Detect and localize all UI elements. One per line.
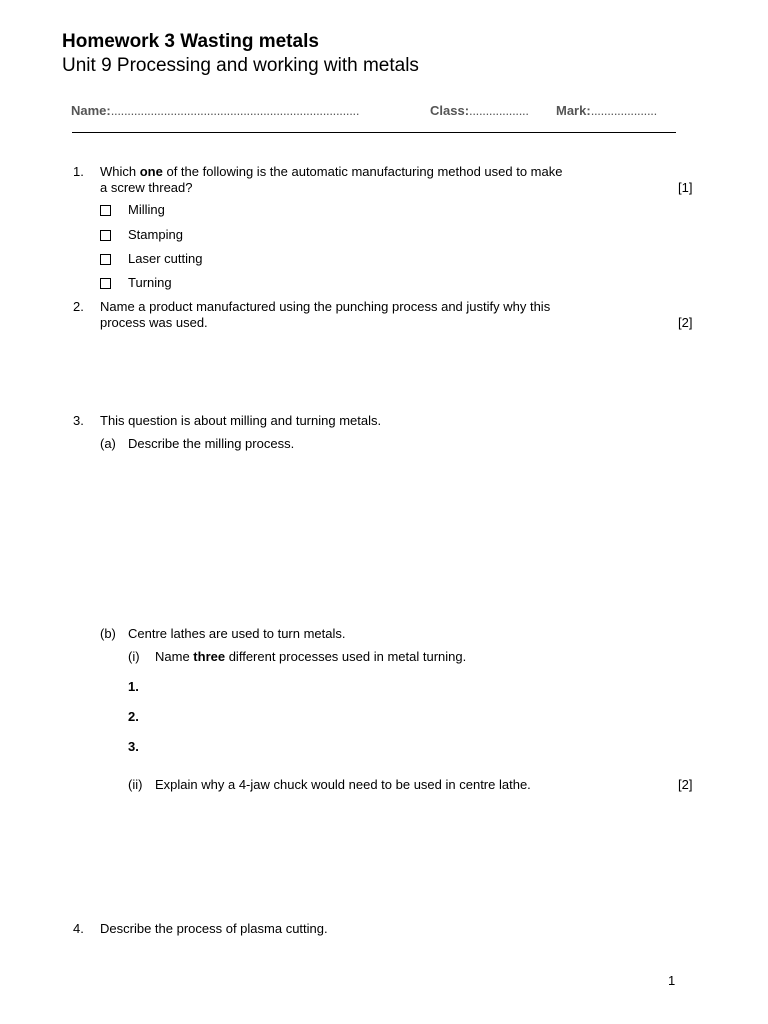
q1-text-line1 bbox=[100, 164, 562, 180]
q1-text-part-a: Which bbox=[100, 164, 140, 179]
q2-marks: [2] bbox=[678, 315, 693, 330]
header-rule bbox=[72, 132, 676, 133]
q1-option-checkbox-4[interactable] bbox=[100, 276, 111, 291]
q3bii-text: Explain why a 4-jaw chuck would need to be used in centre lathe. bbox=[155, 777, 531, 792]
q1-option-checkbox-3[interactable] bbox=[100, 252, 111, 267]
checkbox-icon bbox=[100, 278, 111, 289]
q3bi-text-part-b: different processes used in metal turning. bbox=[225, 649, 467, 664]
q3bii-marks: [2] bbox=[678, 777, 693, 792]
q2-text-line1: Name a product manufactured using the punching process and justify why this bbox=[100, 299, 551, 314]
page-title: Homework 3 Wasting metals bbox=[62, 31, 319, 52]
checkbox-icon bbox=[100, 205, 111, 216]
name-dots: ........................................................................... bbox=[110, 103, 360, 118]
q4-number: 4. bbox=[73, 921, 84, 936]
mark-dots: .................... bbox=[590, 103, 657, 118]
q3bi-answer-2: 2. bbox=[128, 709, 139, 724]
q3bii-label: (ii) bbox=[128, 777, 143, 792]
checkbox-icon bbox=[100, 230, 111, 241]
q3bi-answer-1: 1. bbox=[128, 679, 139, 694]
name-label: Name: bbox=[71, 103, 111, 118]
q1-text-bold: one bbox=[139, 164, 163, 179]
class-dots: .................. bbox=[469, 103, 529, 118]
q3bi-text-part-a: Name bbox=[155, 649, 194, 664]
q3-number: 3. bbox=[73, 413, 84, 428]
page-number: 1 bbox=[668, 973, 676, 988]
q1-option-checkbox-1[interactable] bbox=[100, 203, 111, 218]
q1-text-part-b: of the following is the automatic manufacturing method used to make bbox=[162, 164, 563, 179]
q3a-label: (a) bbox=[100, 436, 116, 451]
q1-option-checkbox-2[interactable] bbox=[100, 228, 111, 243]
q1-option-label-4: Turning bbox=[128, 275, 172, 290]
q3a-text: Describe the milling process. bbox=[128, 436, 295, 451]
q4-text: Describe the process of plasma cutting. bbox=[100, 921, 328, 936]
q1-option-label-3: Laser cutting bbox=[128, 251, 203, 266]
mark-field bbox=[556, 103, 657, 118]
q3bi-text-bold: three bbox=[193, 649, 226, 664]
q3bi-label: (i) bbox=[128, 649, 140, 664]
q3-text: This question is about milling and turning metals. bbox=[100, 413, 382, 428]
checkbox-icon bbox=[100, 254, 111, 265]
q3b-text: Centre lathes are used to turn metals. bbox=[128, 626, 346, 641]
q1-number: 1. bbox=[73, 164, 84, 179]
q2-number: 2. bbox=[73, 299, 84, 314]
q2-text-line2: process was used. bbox=[100, 315, 208, 330]
class-label: Class: bbox=[430, 103, 470, 118]
q1-text-line2: a screw thread? bbox=[100, 180, 193, 195]
q3bi-answer-3: 3. bbox=[128, 739, 139, 754]
q1-marks: [1] bbox=[678, 180, 693, 195]
name-field bbox=[71, 103, 359, 118]
q3b-label: (b) bbox=[100, 626, 116, 641]
q3bi-text bbox=[155, 649, 466, 665]
class-field bbox=[430, 103, 529, 118]
q1-option-label-2: Stamping bbox=[128, 227, 183, 242]
q1-option-label-1: Milling bbox=[128, 202, 165, 217]
mark-label: Mark: bbox=[556, 103, 591, 118]
page-subtitle: Unit 9 Processing and working with metals bbox=[62, 55, 419, 76]
